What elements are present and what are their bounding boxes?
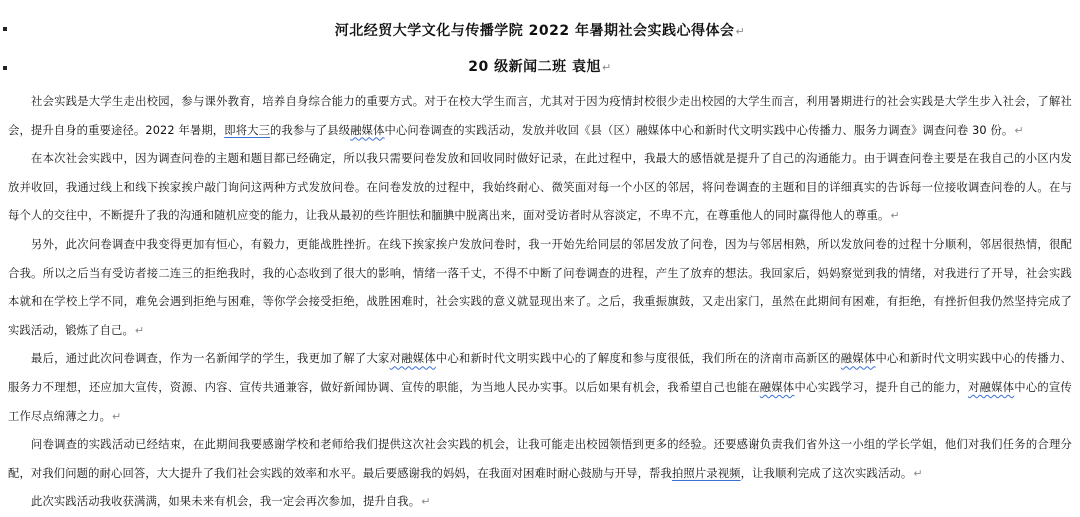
proofing-underline: 融媒体 — [350, 123, 385, 137]
paragraph-mark: ↵ — [913, 466, 923, 480]
body-paragraph — [8, 345, 1072, 431]
paragraph-mark: ↵ — [735, 25, 746, 38]
paragraph-text: 的我参与了县级 — [270, 123, 351, 137]
document-title — [0, 20, 1080, 40]
proofing-underline: 融媒体 — [840, 352, 876, 366]
paragraph-text: 此次实践活动我收获满满，如果未来有机会，我一定会再次参加，提升自我。 — [31, 495, 421, 509]
paragraph-mark: ↵ — [134, 323, 145, 337]
paragraph-text: 中心和新时代文明实践中心的了解度和参与度很低，我们所在的济南市高新区的 — [435, 352, 841, 366]
proofing-underline: 拍照片录视频 — [671, 466, 741, 480]
proofing-underline: 对融媒体 — [389, 352, 436, 366]
proofing-underline: 对融媒体 — [968, 380, 1015, 394]
title-text: 河北经贸大学文化与传播学院 2022 年暑期社会实践心得体会 — [334, 23, 735, 39]
paragraph-text: ，让我顺利完成了这次实践活动。 — [740, 466, 913, 480]
proofing-underline: 融媒体 — [759, 380, 795, 394]
paragraph-text: 在本次社会实践中，因为调查问卷的主题和题目都已经确定，所以我只需要问卷发放和回收同时做好记录，在此过程中，我最大的感悟就是提升了自己的沟通能力。由于调查问卷主要是在我自己的小区内发放并收回，我通过线上和线下挨家挨户敲门询问这两种方式发放问卷。在问卷发放的过程中，我始终耐心、微笑面对每一个小区的邻居，将问卷调查的主题和目的详细真实的告诉每一位接收调查问卷的人。在与每个人的交往中，不断提升了我的沟通和随机应变的能力，让我从最初的些许胆怯和腼腆中脱离出来，面对受访者时从容淡定，不卑不亢，在尊重他人的同时赢得他人的尊重。 — [8, 152, 1072, 223]
author-text: 20 级新闻二班 袁旭 — [468, 59, 601, 75]
paragraph-text: 中心实践学习，提升自己的能力， — [794, 380, 968, 394]
paragraph-mark: ↵ — [890, 209, 900, 223]
paragraph-mark: ↵ — [1014, 123, 1024, 137]
body-paragraph — [8, 431, 1072, 488]
body-paragraph — [8, 488, 1072, 517]
paragraph-text: 问卷调查的实践活动已经结束，在此期间我要感谢学校和老师给我们提供这次社会实践的机会，让我可能走出校园领悟到更多的经验。还要感谢负责我们省外这一小组的学长学姐，他们对我们任务的合理分配，对我们问题的耐心回答，大大提升了我们社会实践的效率和水平。最后要感谢我的妈妈，在我面对困难时耐心鼓励与开导，帮我 — [8, 438, 1072, 480]
body-paragraph — [8, 88, 1072, 145]
paragraph-mark: ↵ — [421, 495, 431, 509]
paragraph-mark: ↵ — [112, 409, 122, 423]
paragraph-text: 最后，通过此次问卷调查，作为一名新闻学的学生，我更加了解了大家 — [31, 352, 390, 366]
body-paragraph — [8, 145, 1072, 231]
body-paragraph — [8, 231, 1072, 345]
paragraph-mark: ↵ — [602, 61, 612, 74]
document-body — [8, 88, 1072, 517]
paragraph-text: 另外，此次问卷调查中我变得更加有恒心，有毅力，更能战胜挫折。在线下挨家挨户发放问卷时，我一开始先给同层的邻居发放了问卷，因为与邻居相熟，所以发放问卷的过程十分顺利，邻居很热情，很配合我。所以之后当有受访者接二连三的拒绝我时，我的心态收到了很大的影响，情绪一落千丈，不得不中断了问卷调查的进程，产生了放弃的想法。我回家后，妈妈察觉到我的情绪，对我进行了开导，社会实践本就和在学校上学不同，难免会遇到拒绝与困难，等你学会接受拒绝，战胜困难时，社会实践的意义就显现出来了。之后，我重振旗鼓，又走出家门，虽然在此期间有困难，有拒绝，有挫折但我仍然坚持完成了实践活动，锻炼了自己。 — [8, 237, 1072, 337]
paragraph-text: 社会实践是大学生走出校园，参与课外教育，培养自身综合能力的重要方式。对于在校大学生而言，尤其对于因为疫情封校很少走出校园的大学生而言，利用暑期进行的社会实践是大学生步入社会，了解社会，提升自身的重要途径。2022 年暑期， — [8, 95, 1072, 137]
paragraph-text: 中心和新时代文明实践中心的传播力、服务力不理想，还应加大宣传，资源、内容、宣传共通兼容，做好新闻协调、宣传的职能，为当地人民办实事。以后如果有机会，我希望自己也能在 — [8, 352, 1072, 394]
paragraph-text: 中心的宣传工作尽点绵薄之力。 — [8, 380, 1072, 423]
paragraph-text: 中心问卷调查的实践活动，发放并收回《县（区）融媒体中心和新时代文明实践中心传播力、服务力调查》调查问卷 30 份。 — [384, 123, 1014, 137]
proofing-underline: 即将大三 — [224, 123, 271, 137]
author-line — [0, 56, 1080, 76]
